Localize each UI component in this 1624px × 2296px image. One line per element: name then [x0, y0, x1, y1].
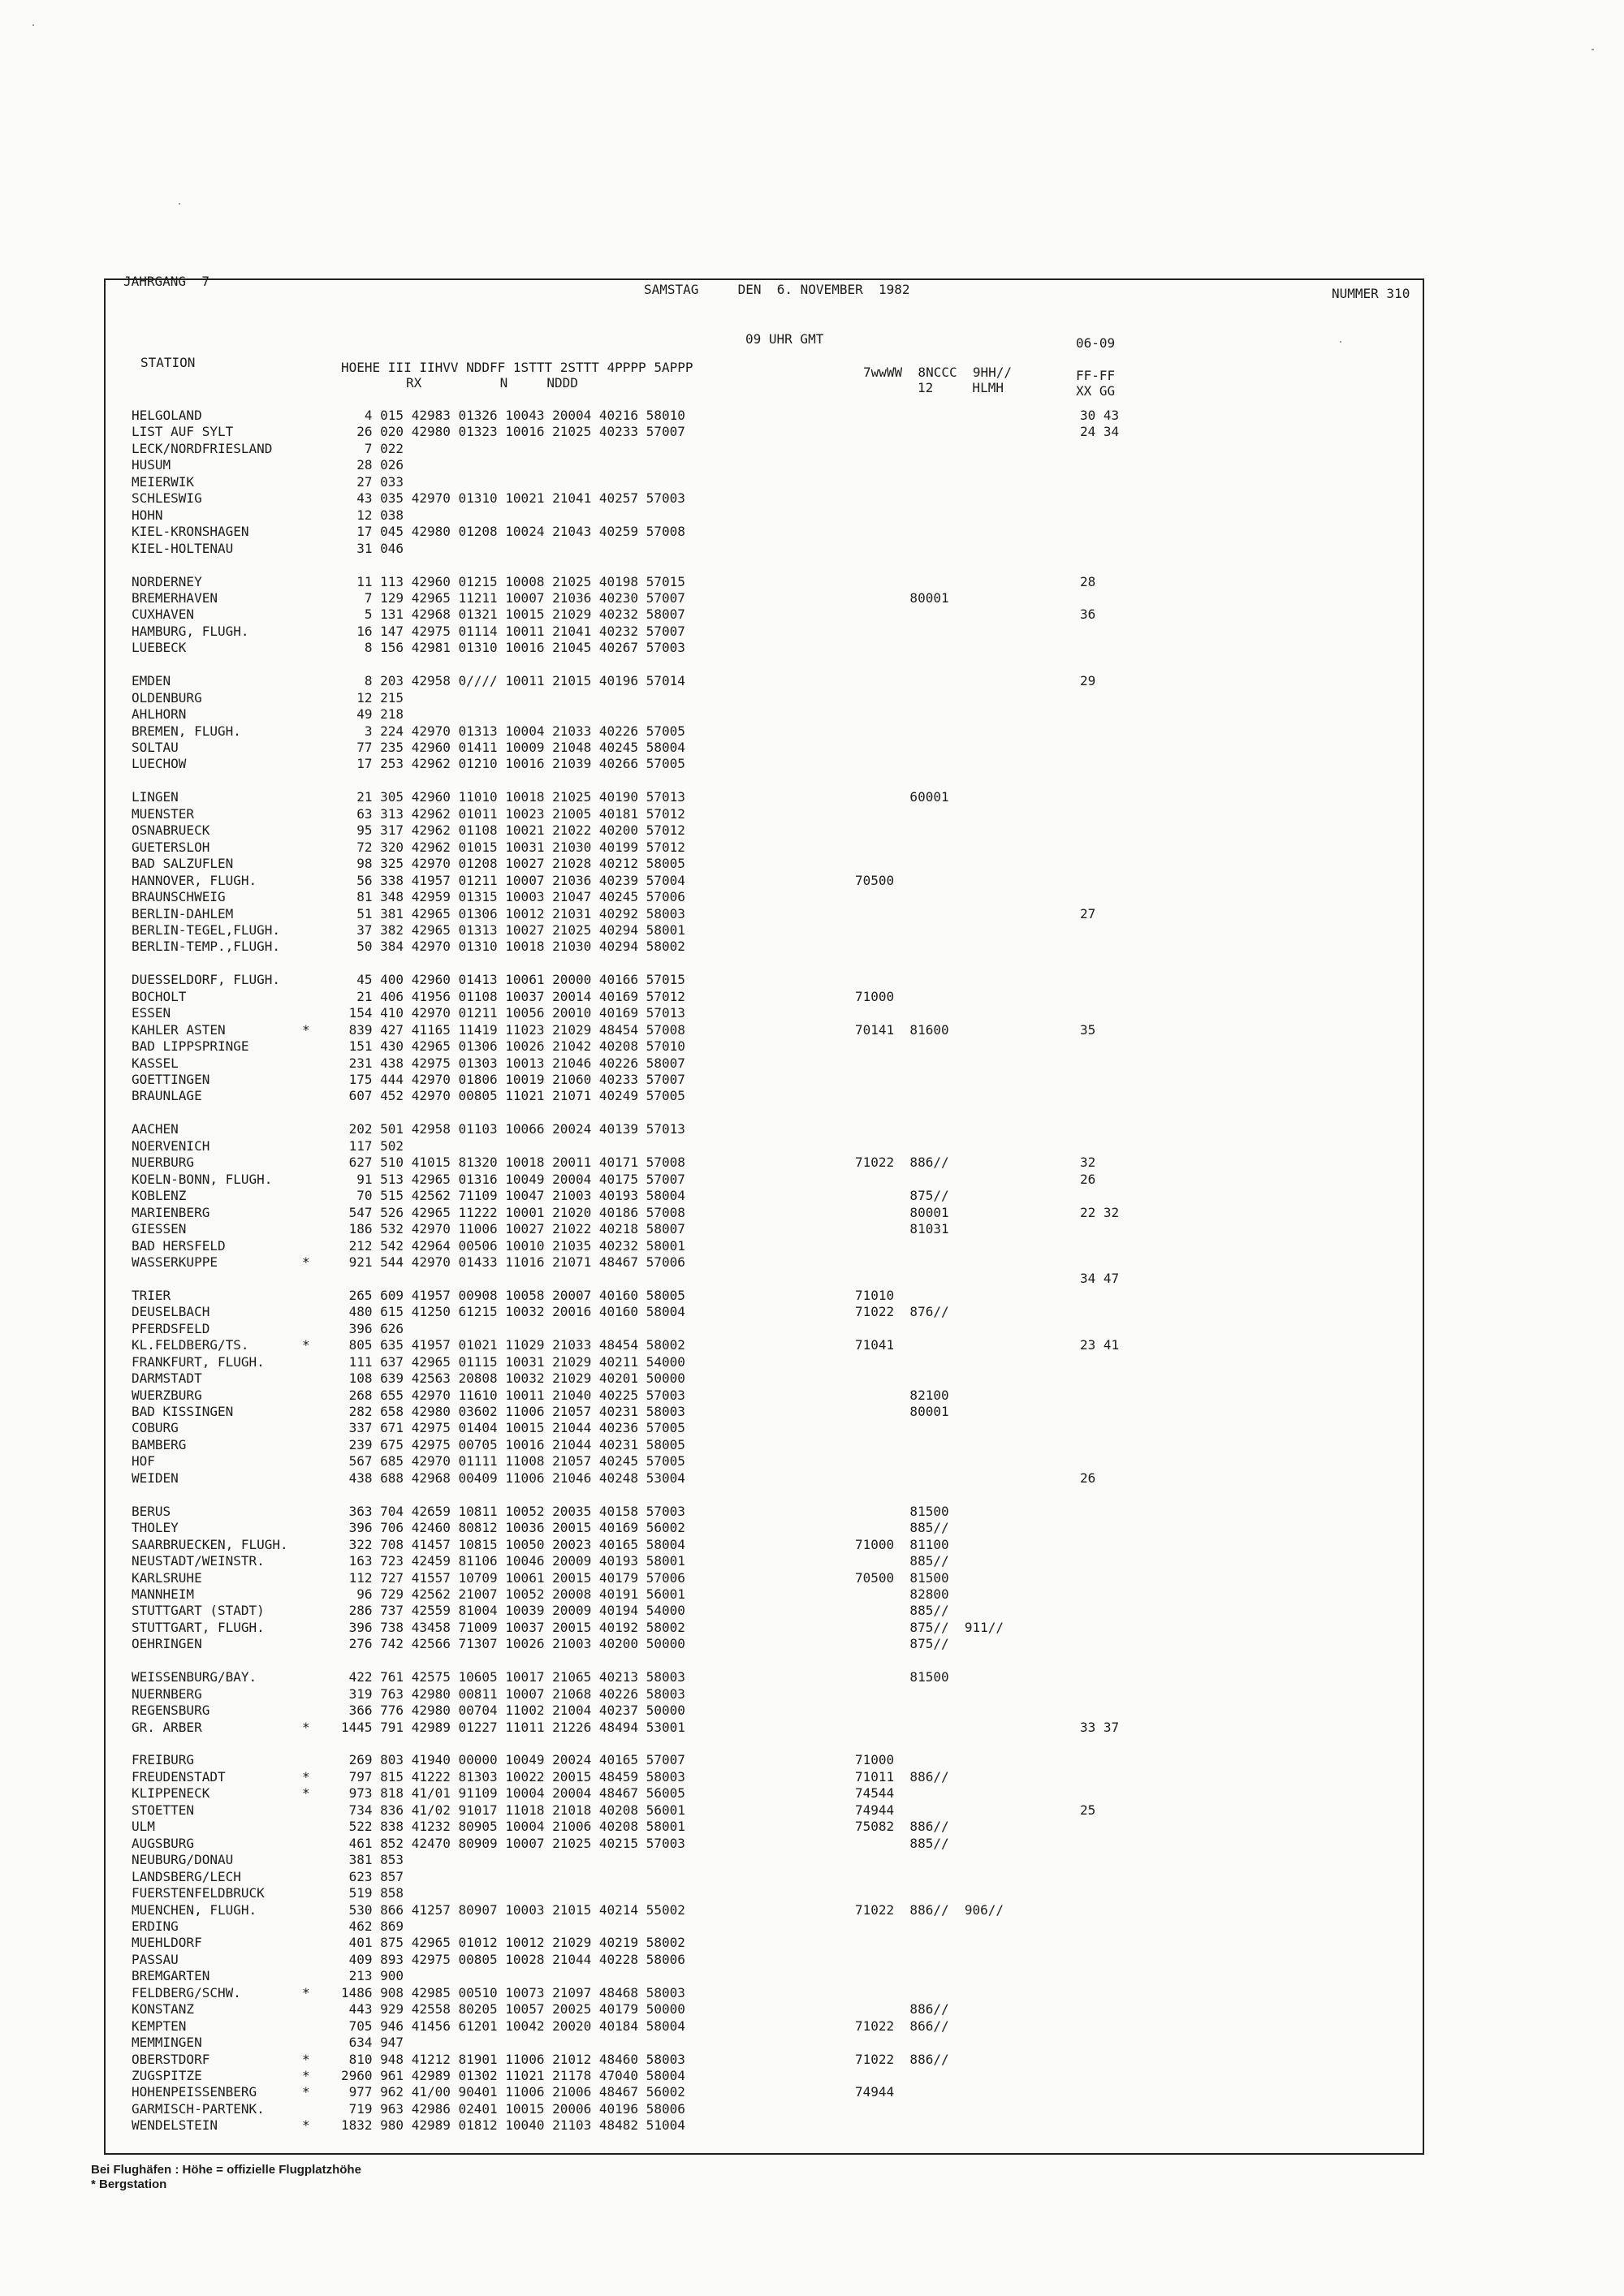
station-extra-groups: 885//	[855, 1836, 949, 1851]
column-header-main-sub: RX N NDDD	[406, 375, 578, 391]
station-wind-gusts: 29	[1080, 673, 1096, 688]
station-extra-groups: 886//	[855, 2001, 949, 2017]
station-name: HOHN	[132, 507, 163, 523]
station-name: WUERZBURG	[132, 1388, 202, 1403]
station-name: NEUBURG/DONAU	[132, 1852, 234, 1867]
station-name: BAD KISSINGEN	[132, 1404, 234, 1419]
station-extra-groups: 885//	[855, 1520, 949, 1535]
station-extra-groups: 71000	[855, 1752, 895, 1767]
station-values: 2960 961 42989 01302 11021 21178 47040 58004	[341, 2068, 685, 2083]
station-values: 26 020 42980 01323 10016 21025 40233 57007	[341, 424, 685, 439]
report-date: SAMSTAG DEN 6. NOVEMBER 1982	[644, 282, 910, 297]
station-name: STUTTGART (STADT)	[132, 1603, 265, 1618]
station-values: 337 671 42975 01404 10015 21044 40236 57005	[341, 1420, 685, 1435]
station-extra-groups: 70500 81500	[855, 1570, 949, 1586]
station-values: 112 727 41557 10709 10061 20015 40179 57006	[341, 1570, 685, 1586]
column-header-ext-sub: 12 HLMH	[918, 380, 1004, 395]
station-extra-groups: 70500	[855, 873, 895, 888]
station-name: CUXHAVEN	[132, 606, 195, 622]
station-values: 1445 791 42989 01227 11011 21226 48494 53001	[341, 1720, 685, 1735]
station-name: WEIDEN	[132, 1470, 179, 1486]
station-values: 117 502	[341, 1138, 404, 1154]
station-name: FREUDENSTADT	[132, 1769, 226, 1785]
station-name: FRANKFURT, FLUGH.	[132, 1354, 265, 1370]
station-values: 319 763 42980 00811 10007 21068 40226 58003	[341, 1686, 685, 1702]
station-extra-groups: 71011 886//	[855, 1769, 949, 1785]
station-name: GUETERSLOH	[132, 839, 210, 855]
station-values: 366 776 42980 00704 11002 21004 40237 50000	[341, 1703, 685, 1718]
mountain-station-marker: *	[302, 1720, 310, 1735]
station-values: 1486 908 42985 00510 10073 21097 48468 58003	[341, 1985, 685, 2000]
station-name: WENDELSTEIN	[132, 2117, 218, 2133]
station-values: 921 544 42970 01433 11016 21071 48467 57006	[341, 1254, 685, 1270]
station-name: KASSEL	[132, 1055, 179, 1071]
station-values: 21 406 41956 01108 10037 20014 40169 57012	[341, 989, 685, 1004]
station-name: HUSUM	[132, 457, 171, 473]
station-extra-groups: 82100	[855, 1388, 949, 1403]
station-name: KOBLENZ	[132, 1188, 187, 1203]
station-values: 111 637 42965 01115 10031 21029 40211 54000	[341, 1354, 685, 1370]
station-name: OEHRINGEN	[132, 1636, 202, 1651]
station-name: GR. ARBER	[132, 1720, 202, 1735]
station-extra-groups: 71041	[855, 1337, 895, 1353]
station-name: LUEBECK	[132, 640, 187, 655]
mountain-station-marker: *	[302, 1985, 310, 2000]
station-values: 63 313 42962 01011 10023 21005 40181 57012	[341, 806, 685, 822]
station-values: 163 723 42459 81106 10046 20009 40193 58001	[341, 1553, 685, 1569]
column-header-ff-sub: XX GG	[1076, 383, 1116, 399]
station-values: 8 156 42981 01310 10016 21045 40267 57003	[341, 640, 685, 655]
station-values: 45 400 42960 01413 10061 20000 40166 57015	[341, 972, 685, 987]
station-extra-groups: 81031	[855, 1221, 949, 1236]
column-header-ff: FF-FF	[1076, 368, 1116, 383]
station-values: 519 858	[341, 1885, 404, 1901]
station-values: 480 615 41250 61215 10032 20016 40160 58004	[341, 1304, 685, 1319]
station-extra-groups: 74944	[855, 1802, 895, 1818]
station-name: EMDEN	[132, 673, 171, 688]
station-extra-groups: 71000 81100	[855, 1537, 949, 1552]
station-values: 212 542 42964 00506 10010 21035 40232 58001	[341, 1238, 685, 1254]
report-frame	[104, 278, 1424, 2155]
footnote-mountain-station: * Bergstation	[91, 2177, 167, 2191]
station-values: 186 532 42970 11006 10027 21022 40218 58007	[341, 1221, 685, 1236]
station-name: MUENSTER	[132, 806, 195, 822]
station-name: BRAUNSCHWEIG	[132, 889, 226, 904]
station-values: 11 113 42960 01215 10008 21025 40198 57015	[341, 574, 685, 589]
station-values: 43 035 42970 01310 10021 21041 40257 57003	[341, 490, 685, 506]
mountain-station-marker: *	[302, 2052, 310, 2067]
station-name: BAD LIPPSPRINGE	[132, 1038, 249, 1054]
station-extra-groups: 71022 876//	[855, 1304, 949, 1319]
column-header-main: HOEHE III IIHVV NDDFF 1STTT 2STTT 4PPPP 5APPP	[341, 360, 693, 375]
station-name: MUEHLDORF	[132, 1935, 202, 1950]
station-name: WASSERKUPPE	[132, 1254, 218, 1270]
station-wind-gusts: 23 41	[1080, 1337, 1120, 1353]
station-name: FREIBURG	[132, 1752, 195, 1767]
station-extra-groups: 71022 886//	[855, 1154, 949, 1170]
station-values: 462 869	[341, 1918, 404, 1934]
station-extra-groups: 82800	[855, 1586, 949, 1602]
station-extra-groups: 81500	[855, 1504, 949, 1519]
station-wind-gusts: 26	[1080, 1172, 1096, 1187]
station-name: AUGSBURG	[132, 1836, 195, 1851]
station-name: DEUSELBACH	[132, 1304, 210, 1319]
station-name: MARIENBERG	[132, 1205, 210, 1220]
station-values: 21 305 42960 11010 10018 21025 40190 57013	[341, 789, 685, 805]
station-values: 268 655 42970 11610 10011 21040 40225 57003	[341, 1388, 685, 1403]
station-values: 396 706 42460 80812 10036 20015 40169 56002	[341, 1520, 685, 1535]
mountain-station-marker: *	[302, 1337, 310, 1353]
station-values: 839 427 41165 11419 11023 21029 48454 57008	[341, 1022, 685, 1038]
station-name: KL.FELDBERG/TS.	[132, 1337, 249, 1353]
station-values: 81 348 42959 01315 10003 21047 40245 57006	[341, 889, 685, 904]
station-extra-groups: 75082 886//	[855, 1819, 949, 1834]
station-name: NEUSTADT/WEINSTR.	[132, 1553, 265, 1569]
station-name: HANNOVER, FLUGH.	[132, 873, 257, 888]
station-values: 56 338 41957 01211 10007 21036 40239 57004	[341, 873, 685, 888]
station-name: FELDBERG/SCHW.	[132, 1985, 241, 2000]
station-name: HOF	[132, 1453, 155, 1469]
station-name: SOLTAU	[132, 740, 179, 755]
station-name: HOHENPEISSENBERG	[132, 2084, 257, 2100]
station-name: SCHLESWIG	[132, 490, 202, 506]
station-name: NOERVENICH	[132, 1138, 210, 1154]
station-values: 108 639 42563 20808 10032 21029 40201 50000	[341, 1370, 685, 1386]
station-name: BAD SALZUFLEN	[132, 856, 234, 871]
station-name: DUESSELDORF, FLUGH.	[132, 972, 281, 987]
station-values: 623 857	[341, 1869, 404, 1884]
station-name: MEIERWIK	[132, 474, 195, 490]
station-values: 202 501 42958 01103 10066 20024 40139 57013	[341, 1121, 685, 1137]
station-wind-gusts: 36	[1080, 606, 1096, 622]
station-values: 51 381 42965 01306 10012 21031 40292 58003	[341, 906, 685, 921]
station-values: 37 382 42965 01313 10027 21025 40294 58001	[341, 922, 685, 938]
mountain-station-marker: *	[302, 1022, 310, 1038]
station-extra-groups: 71022 886// 906//	[855, 1902, 1004, 1918]
station-extra-groups: 81500	[855, 1669, 949, 1685]
station-values: 530 866 41257 80907 10003 21015 40214 55002	[341, 1902, 685, 1918]
station-name: WEISSENBURG/BAY.	[132, 1669, 257, 1685]
station-values: 31 046	[341, 541, 404, 556]
station-values: 282 658 42980 03602 11006 21057 40231 58003	[341, 1404, 685, 1419]
station-values: 396 738 43458 71009 10037 20015 40192 58002	[341, 1620, 685, 1635]
station-name: KEMPTEN	[132, 2018, 187, 2034]
station-name: KLIPPENECK	[132, 1785, 210, 1801]
station-wind-gusts: 35	[1080, 1022, 1096, 1038]
station-values: 50 384 42970 01310 10018 21030 40294 58002	[341, 939, 685, 954]
station-name: SAARBRUECKEN, FLUGH.	[132, 1537, 288, 1552]
station-name: HELGOLAND	[132, 408, 202, 423]
station-values: 977 962 41/00 90401 11006 21006 48467 56002	[341, 2084, 685, 2100]
column-header-station: STATION	[140, 355, 196, 370]
station-values: 98 325 42970 01208 10027 21028 40212 58005	[341, 856, 685, 871]
station-values: 17 045 42980 01208 10024 21043 40259 57008	[341, 524, 685, 539]
mountain-station-marker: *	[302, 2117, 310, 2133]
column-header-ext: 7wwWW 8NCCC 9HH//	[863, 365, 1013, 380]
station-values: 12 215	[341, 690, 404, 706]
station-values: 231 438 42975 01303 10013 21046 40226 58007	[341, 1055, 685, 1071]
station-name: LIST AUF SYLT	[132, 424, 234, 439]
station-name: PFERDSFELD	[132, 1321, 210, 1336]
station-name: STOETTEN	[132, 1802, 195, 1818]
station-wind-gusts: 33 37	[1080, 1720, 1120, 1735]
station-name: THOLEY	[132, 1520, 179, 1535]
station-name: GIESSEN	[132, 1221, 187, 1236]
report-number: NUMMER 310	[1332, 286, 1410, 301]
station-values: 175 444 42970 01806 10019 21060 40233 57007	[341, 1072, 685, 1087]
station-values: 28 026	[341, 457, 404, 473]
station-values: 286 737 42559 81004 10039 20009 40194 54000	[341, 1603, 685, 1618]
station-name: BRAUNLAGE	[132, 1088, 202, 1103]
station-extra-groups: 875//	[855, 1636, 949, 1651]
station-values: 8 203 42958 0//// 10011 21015 40196 57014	[341, 673, 685, 688]
station-extra-groups: 71022 886//	[855, 2052, 949, 2067]
station-values: 7 129 42965 11211 10007 21036 40230 57007	[341, 590, 685, 606]
station-name: NUERNBERG	[132, 1686, 202, 1702]
station-values: 91 513 42965 01316 10049 20004 40175 57007	[341, 1172, 685, 1187]
station-name: KIEL-HOLTENAU	[132, 541, 234, 556]
station-name: AACHEN	[132, 1121, 179, 1137]
station-wind-gusts: 27	[1080, 906, 1096, 921]
station-name: OSNABRUECK	[132, 822, 210, 838]
station-name: ERDING	[132, 1918, 179, 1934]
station-values: 77 235 42960 01411 10009 21048 40245 58004	[341, 740, 685, 755]
station-wind-gusts: 30 43	[1080, 408, 1120, 423]
station-name: BREMERHAVEN	[132, 590, 218, 606]
station-values: 810 948 41212 81901 11006 21012 48460 58003	[341, 2052, 685, 2067]
station-extra-groups: 71010	[855, 1288, 895, 1303]
station-values: 17 253 42962 01210 10016 21039 40266 57005	[341, 756, 685, 771]
station-name: LINGEN	[132, 789, 179, 805]
station-values: 16 147 42975 01114 10011 21041 40232 57007	[341, 624, 685, 639]
station-name: ZUGSPITZE	[132, 2068, 202, 2083]
mountain-station-marker: *	[302, 1254, 310, 1270]
station-values: 719 963 42986 02401 10015 20006 40196 58006	[341, 2101, 685, 2117]
station-extra-groups: 885//	[855, 1553, 949, 1569]
station-name: KIEL-KRONSHAGEN	[132, 524, 249, 539]
station-name: BERLIN-TEMP.,FLUGH.	[132, 939, 281, 954]
station-name: NUERBURG	[132, 1154, 195, 1170]
station-name: GARMISCH-PARTENK.	[132, 2101, 265, 2117]
station-name: COBURG	[132, 1420, 179, 1435]
station-name: LANDSBERG/LECH	[132, 1869, 241, 1884]
station-values: 95 317 42962 01108 10021 21022 40200 57012	[341, 822, 685, 838]
station-values: 96 729 42562 21007 10052 20008 40191 56001	[341, 1586, 685, 1602]
station-wind-gusts: 28	[1080, 574, 1096, 589]
station-wind-gusts: 34 47	[1080, 1271, 1120, 1286]
station-values: 322 708 41457 10815 10050 20023 40165 58004	[341, 1537, 685, 1552]
station-wind-gusts: 24 34	[1080, 424, 1120, 439]
station-values: 276 742 42566 71307 10026 21003 40200 50000	[341, 1636, 685, 1651]
station-name: LECK/NORDFRIESLAND	[132, 441, 273, 456]
station-values: 438 688 42968 00409 11006 21046 40248 53004	[341, 1470, 685, 1486]
station-values: 49 218	[341, 706, 404, 722]
station-values: 72 320 42962 01015 10031 21030 40199 57012	[341, 839, 685, 855]
station-name: BERLIN-TEGEL,FLUGH.	[132, 922, 281, 938]
station-extra-groups: 71000	[855, 989, 895, 1004]
station-name: TRIER	[132, 1288, 171, 1303]
station-name: KOELN-BONN, FLUGH.	[132, 1172, 273, 1187]
station-values: 547 526 42965 11222 10001 21020 40186 57008	[341, 1205, 685, 1220]
station-values: 461 852 42470 80909 10007 21025 40215 57003	[341, 1836, 685, 1851]
station-values: 705 946 41456 61201 10042 20020 40184 58004	[341, 2018, 685, 2034]
station-values: 70 515 42562 71109 10047 21003 40193 58004	[341, 1188, 685, 1203]
station-name: DARMSTADT	[132, 1370, 202, 1386]
observation-time: 09 UHR GMT	[745, 331, 824, 347]
station-wind-gusts: 32	[1080, 1154, 1096, 1170]
station-name: FUERSTENFELDBRUCK	[132, 1885, 265, 1901]
station-values: 213 900	[341, 1968, 404, 1983]
mountain-station-marker: *	[302, 1785, 310, 1801]
station-name: ESSEN	[132, 1005, 171, 1021]
station-values: 443 929 42558 80205 10057 20025 40179 50000	[341, 2001, 685, 2017]
station-name: REGENSBURG	[132, 1703, 210, 1718]
station-values: 396 626	[341, 1321, 404, 1336]
station-name: AHLHORN	[132, 706, 187, 722]
station-values: 797 815 41222 81303 10022 20015 48459 58003	[341, 1769, 685, 1785]
station-values: 607 452 42970 00805 11021 21071 40249 57005	[341, 1088, 685, 1103]
station-name: OLDENBURG	[132, 690, 202, 706]
station-values: 363 704 42659 10811 10052 20035 40158 57003	[341, 1504, 685, 1519]
station-name: BERUS	[132, 1504, 171, 1519]
station-values: 269 803 41940 00000 10049 20024 40165 57007	[341, 1752, 685, 1767]
station-wind-gusts: 25	[1080, 1802, 1096, 1818]
station-name: BREMEN, FLUGH.	[132, 723, 241, 739]
station-name: NORDERNEY	[132, 574, 202, 589]
mountain-station-marker: *	[302, 1769, 310, 1785]
station-values: 401 875 42965 01012 10012 21029 40219 58002	[341, 1935, 685, 1950]
footnote-airports: Bei Flughäfen : Höhe = offizielle Flugplatzhöhe	[91, 2163, 361, 2177]
station-values: 154 410 42970 01211 10056 20010 40169 57013	[341, 1005, 685, 1021]
station-name: BERLIN-DAHLEM	[132, 906, 234, 921]
station-wind-gusts: 26	[1080, 1470, 1096, 1486]
station-name: MEMMINGEN	[132, 2035, 202, 2050]
station-values: 973 818 41/01 91109 10004 20004 48467 56005	[341, 1785, 685, 1801]
station-name: LUECHOW	[132, 756, 187, 771]
station-name: HAMBURG, FLUGH.	[132, 624, 249, 639]
station-name: OBERSTDORF	[132, 2052, 210, 2067]
station-name: BREMGARTEN	[132, 1968, 210, 1983]
station-name: STUTTGART, FLUGH.	[132, 1620, 265, 1635]
station-wind-gusts: 22 32	[1080, 1205, 1120, 1220]
station-values: 12 038	[341, 507, 404, 523]
station-extra-groups: 80001	[855, 1205, 949, 1220]
station-extra-groups: 60001	[855, 789, 949, 805]
station-values: 151 430 42965 01306 10026 21042 40208 57010	[341, 1038, 685, 1054]
station-values: 805 635 41957 01021 11029 21033 48454 58002	[341, 1337, 685, 1353]
station-values: 3 224 42970 01313 10004 21033 40226 57005	[341, 723, 685, 739]
station-extra-groups: 80001	[855, 1404, 949, 1419]
station-values: 634 947	[341, 2035, 404, 2050]
station-name: KONSTANZ	[132, 2001, 195, 2017]
station-values: 522 838 41232 80905 10004 21006 40208 58001	[341, 1819, 685, 1834]
station-name: PASSAU	[132, 1952, 179, 1967]
station-values: 4 015 42983 01326 10043 20004 40216 58010	[341, 408, 685, 423]
station-values: 27 033	[341, 474, 404, 490]
station-extra-groups: 74944	[855, 2084, 895, 2100]
station-extra-groups: 875// 911//	[855, 1620, 1004, 1635]
station-values: 265 609 41957 00908 10058 20007 40160 58005	[341, 1288, 685, 1303]
station-name: MUENCHEN, FLUGH.	[132, 1902, 257, 1918]
station-name: KAHLER ASTEN	[132, 1022, 226, 1038]
station-values: 1832 980 42989 01812 10040 21103 48482 51004	[341, 2117, 685, 2133]
station-extra-groups: 875//	[855, 1188, 949, 1203]
station-values: 5 131 42968 01321 10015 21029 40232 58007	[341, 606, 685, 622]
station-extra-groups: 80001	[855, 590, 949, 606]
mountain-station-marker: *	[302, 2084, 310, 2100]
station-name: BAMBERG	[132, 1437, 187, 1452]
station-name: GOETTINGEN	[132, 1072, 210, 1087]
jahrgang-label: JAHRGANG 7	[123, 274, 209, 289]
station-values: 7 022	[341, 441, 404, 456]
station-values: 734 836 41/02 91017 11018 21018 40208 56001	[341, 1802, 685, 1818]
station-name: MANNHEIM	[132, 1586, 195, 1602]
station-values: 409 893 42975 00805 10028 21044 40228 58006	[341, 1952, 685, 1967]
station-values: 627 510 41015 81320 10018 20011 40171 57008	[341, 1154, 685, 1170]
station-extra-groups: 71022 866//	[855, 2018, 949, 2034]
station-values: 239 675 42975 00705 10016 21044 40231 58005	[341, 1437, 685, 1452]
station-name: BOCHOLT	[132, 989, 187, 1004]
period-label: 06-09	[1076, 335, 1116, 351]
station-extra-groups: 885//	[855, 1603, 949, 1618]
station-name: KARLSRUHE	[132, 1570, 202, 1586]
station-values: 381 853	[341, 1852, 404, 1867]
station-name: BAD HERSFELD	[132, 1238, 226, 1254]
station-name: ULM	[132, 1819, 155, 1834]
station-extra-groups: 70141 81600	[855, 1022, 949, 1038]
station-values: 422 761 42575 10605 10017 21065 40213 58003	[341, 1669, 685, 1685]
station-values: 567 685 42970 01111 11008 21057 40245 57005	[341, 1453, 685, 1469]
mountain-station-marker: *	[302, 2068, 310, 2083]
station-extra-groups: 74544	[855, 1785, 895, 1801]
